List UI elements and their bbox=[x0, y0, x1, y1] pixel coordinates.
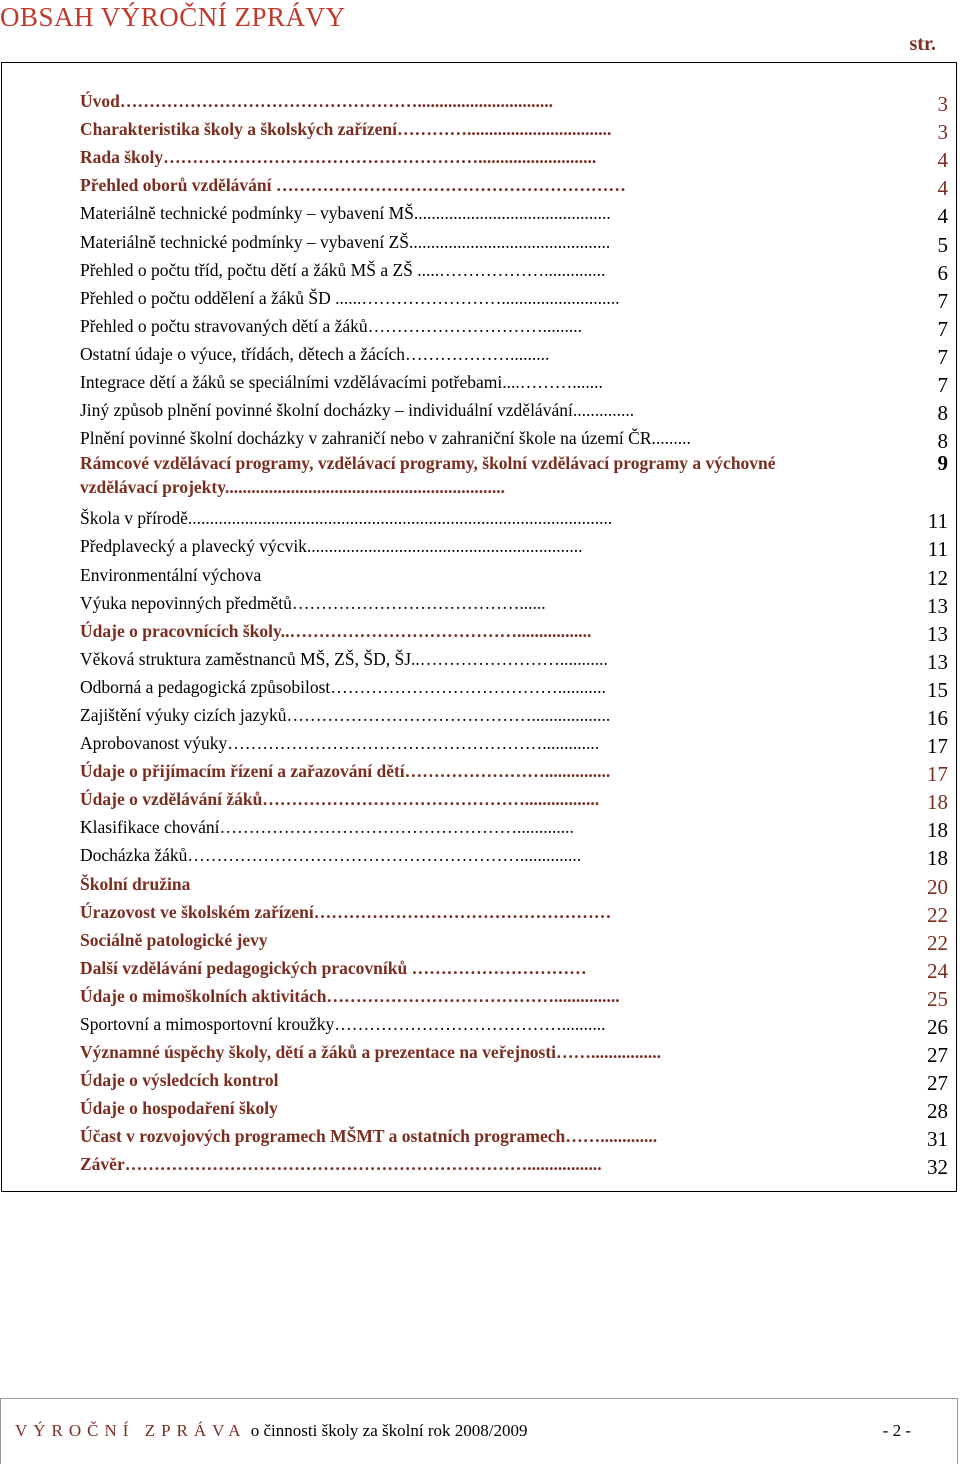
toc-entry-page: 16 bbox=[927, 705, 948, 730]
toc-entry bbox=[80, 616, 950, 644]
toc-entry-label: Úvod……………………………………………............................... bbox=[80, 91, 553, 112]
footer-subtitle: o činnosti školy za školní rok 2008/2009 bbox=[250, 1421, 528, 1440]
toc-entry bbox=[80, 897, 950, 925]
toc-entry-page: 12 bbox=[927, 565, 948, 590]
toc-entry bbox=[80, 700, 950, 728]
toc-entry-page: 22 bbox=[927, 902, 948, 927]
toc-entry-label: Údaje o mimoškolních aktivitách…………………………………............... bbox=[80, 985, 620, 1006]
toc-entry-page: 3 bbox=[937, 120, 948, 145]
toc-entry-page: 22 bbox=[927, 930, 948, 955]
toc-entry bbox=[80, 531, 950, 562]
toc-entry-page: 31 bbox=[927, 1127, 948, 1152]
toc-entry bbox=[80, 311, 950, 339]
toc-entry-page: 9 bbox=[937, 451, 948, 476]
toc-entry-label: Charakteristika školy a školských zařízení…………................................. bbox=[80, 119, 612, 140]
toc-entry-label: Odborná a pedagogická způsobilost…………………………………........... bbox=[80, 676, 606, 697]
toc-entry bbox=[80, 395, 950, 426]
toc-entry-label: Aprobovanost výuky………………………………………………............. bbox=[80, 733, 600, 754]
toc-entry-label: Sociálně patologické jevy bbox=[80, 929, 268, 950]
toc-entry bbox=[80, 925, 950, 953]
toc-entry bbox=[80, 451, 950, 503]
page-column-label: str. bbox=[909, 33, 936, 55]
toc-entry-page: 26 bbox=[927, 1015, 948, 1039]
toc-entry-label: Environmentální výchova bbox=[80, 564, 262, 585]
toc-entry-label: Závěr……………………………………………………………................. bbox=[80, 1154, 602, 1175]
toc-entry-label: Účast v rozvojových programech MŠMT a ostatních programech……............. bbox=[80, 1126, 658, 1147]
toc-entry bbox=[80, 588, 950, 616]
toc-entry-label: Údaje o přijímacím řízení a zařazování dětí……………………............... bbox=[80, 761, 611, 782]
toc-entry-label: Škola v přírodě................................................................................................. bbox=[80, 508, 613, 529]
toc-entry bbox=[80, 1037, 950, 1068]
toc-entry-label: Plnění povinné školní docházky v zahraničí nebo v zahraniční škole na území ČR......... bbox=[80, 428, 691, 449]
toc-entry bbox=[80, 953, 950, 981]
toc-entry-page: 8 bbox=[937, 429, 948, 454]
toc-entry bbox=[80, 784, 950, 815]
toc-entry bbox=[80, 1093, 950, 1124]
toc-entry bbox=[80, 423, 950, 454]
toc-entry-page: 13 bbox=[927, 621, 948, 646]
toc-entry-label: Přehled o počtu oddělení a žáků ŠD ......……………………........................... bbox=[80, 287, 620, 308]
toc-entry-page: 20 bbox=[927, 874, 948, 899]
toc-entry-page: 32 bbox=[927, 1155, 948, 1180]
toc-entry bbox=[80, 86, 950, 117]
footer-text bbox=[15, 1421, 527, 1441]
toc-entry-page: 7 bbox=[937, 344, 948, 369]
toc-entry-page: 7 bbox=[937, 316, 948, 341]
toc-entry-label: Materiálně technické podmínky – vybavení ZŠ.............................................. bbox=[80, 231, 611, 252]
toc-entry bbox=[80, 255, 950, 283]
toc-entry-label: Klasifikace chování……………………………………………............. bbox=[80, 817, 574, 838]
toc-entry bbox=[80, 1009, 950, 1037]
toc-entry bbox=[80, 170, 950, 201]
toc-entry-label: Výuka nepovinných předmětů…………………………………...... bbox=[80, 592, 546, 613]
toc-entry-page: 27 bbox=[927, 1043, 948, 1068]
toc-entry bbox=[80, 1149, 950, 1180]
toc-entry bbox=[80, 559, 950, 590]
toc-entry-label: Úrazovost ve školském zařízení…………………………………………… bbox=[80, 901, 612, 922]
toc-entry-page: 13 bbox=[927, 649, 948, 674]
page-footer bbox=[0, 1398, 958, 1464]
toc-entry-label: Předplavecký a plavecký výcvik............................................................... bbox=[80, 536, 583, 557]
toc-entry-page: 15 bbox=[927, 677, 948, 702]
toc-entry bbox=[80, 644, 950, 672]
toc-entry-page: 28 bbox=[927, 1099, 948, 1124]
toc-entry-label: Rámcové vzdělávací programy, vzdělávací programy, školní vzdělávací programy a výchovné vzdělávací projekty................................................................ bbox=[80, 453, 776, 498]
toc-entry-page: 27 bbox=[927, 1071, 948, 1096]
toc-entry-label: Přehled oborů vzdělávání …………………………………………………… bbox=[80, 175, 626, 196]
toc-entry bbox=[80, 868, 950, 899]
toc-entry-label: Věková struktura zaměstnanců MŠ, ZŠ, ŠD, ŠJ..……………………........... bbox=[80, 648, 608, 669]
toc-entry-page: 7 bbox=[937, 288, 948, 313]
toc-entry-label: Údaje o výsledcích kontrol bbox=[80, 1070, 279, 1091]
toc-entry-label: Další vzdělávání pedagogických pracovníků ………………………… bbox=[80, 957, 587, 978]
toc-entry bbox=[80, 672, 950, 700]
toc-entry-label: Docházka žáků………………………………………………….............. bbox=[80, 845, 582, 866]
toc-entry-page: 4 bbox=[937, 204, 948, 229]
toc-entry-label: Významné úspěchy školy, dětí a žáků a prezentace na veřejnosti……................ bbox=[80, 1042, 662, 1063]
toc-entry-page: 8 bbox=[937, 401, 948, 426]
toc-entry bbox=[80, 728, 950, 759]
toc-entry bbox=[80, 283, 950, 311]
footer-page-number: - 2 - bbox=[882, 1421, 911, 1440]
toc-entry-label: Zajištění výuky cizích jazyků…………………………………….................. bbox=[80, 704, 611, 725]
toc-entry-page: 11 bbox=[927, 509, 948, 534]
toc-entry-page: 4 bbox=[937, 176, 948, 201]
toc-entry bbox=[80, 840, 950, 871]
toc-entry bbox=[80, 226, 950, 257]
toc-entry-label: Ostatní údaje o výuce, třídách, dětech a žácích………………......... bbox=[80, 343, 550, 364]
toc-entry-page: 17 bbox=[927, 734, 948, 759]
toc-entry-page: 5 bbox=[937, 232, 948, 257]
toc-entry-page: 4 bbox=[937, 148, 948, 173]
toc-entry bbox=[80, 1065, 950, 1096]
toc-entry-label: Přehled o počtu tříd, počtu dětí a žáků MŠ a ZŠ .....……………….............. bbox=[80, 259, 606, 280]
toc-entry-label: Sportovní a mimosportovní kroužky………………………………….......... bbox=[80, 1014, 606, 1034]
toc-entry-label: Rada školy………………………………………………........................... bbox=[80, 147, 597, 168]
toc-entry-page: 25 bbox=[927, 986, 948, 1011]
document-title: OBSAH VÝROČNÍ ZPRÁVY bbox=[0, 2, 346, 32]
footer-spaced-title: VÝROČNÍ ZPRÁVA bbox=[15, 1421, 247, 1440]
toc-entry bbox=[80, 1121, 950, 1152]
toc-entry-label: Údaje o pracovnících školy..…………………………………................. bbox=[80, 620, 592, 641]
toc-entry-page: 24 bbox=[927, 958, 948, 983]
toc-entry bbox=[80, 114, 950, 145]
table-of-contents bbox=[80, 86, 950, 1180]
toc-entry bbox=[80, 756, 950, 787]
toc-entry bbox=[80, 981, 950, 1009]
toc-entry-page: 6 bbox=[937, 260, 948, 285]
toc-entry bbox=[80, 339, 950, 367]
toc-entry-page: 13 bbox=[927, 593, 948, 618]
toc-entry-label: Údaje o vzdělávání žáků………………………………………................. bbox=[80, 789, 600, 810]
toc-entry-label: Údaje o hospodaření školy bbox=[80, 1098, 278, 1119]
toc-entry-page: 3 bbox=[937, 92, 948, 117]
toc-entry bbox=[80, 812, 950, 843]
toc-entry-page: 18 bbox=[927, 818, 948, 843]
toc-entry bbox=[80, 198, 950, 229]
toc-entry-label: Integrace dětí a žáků se speciálními vzdělávacími potřebami....………....... bbox=[80, 372, 603, 393]
toc-entry bbox=[80, 142, 950, 173]
toc-entry-page: 18 bbox=[927, 846, 948, 871]
toc-entry-page: 7 bbox=[937, 373, 948, 398]
toc-entry bbox=[80, 367, 950, 398]
toc-entry-page: 17 bbox=[927, 762, 948, 787]
toc-entry-label: Přehled o počtu stravovaných dětí a žáků…………………………......... bbox=[80, 315, 583, 336]
toc-entry bbox=[80, 503, 950, 534]
toc-entry-label: Školní družina bbox=[80, 873, 191, 894]
toc-entry-page: 11 bbox=[927, 537, 948, 562]
toc-entry-label: Jiný způsob plnění povinné školní docházky – individuální vzdělávání.............. bbox=[80, 400, 635, 421]
toc-entry-page: 18 bbox=[927, 790, 948, 815]
toc-entry-label: Materiálně technické podmínky – vybavení MŠ............................................. bbox=[80, 203, 611, 224]
